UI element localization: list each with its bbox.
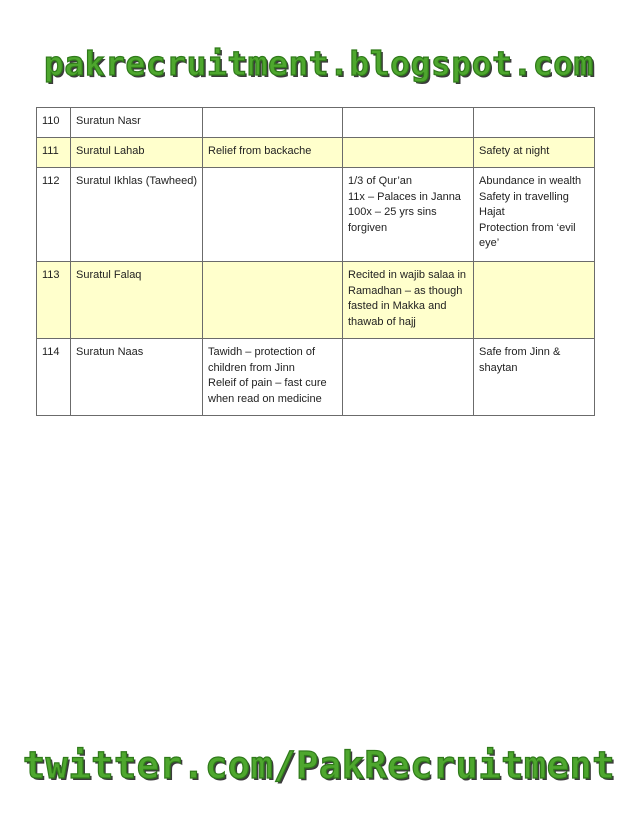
reward-line: thawab of hajj [348, 315, 416, 328]
cell-protection [474, 108, 595, 138]
cell-number: 111 [37, 138, 71, 168]
cell-benefit [203, 138, 343, 168]
cell-surah: Suratun Naas [71, 339, 203, 416]
protection-line: Protection from ‘evil [479, 221, 576, 234]
table-row [37, 108, 595, 138]
benefit-line: children from Jinn [208, 361, 295, 374]
protection-line: Safety at night [479, 145, 550, 157]
table-row [37, 138, 595, 168]
footer-watermark: twitter.com/PakRecruitment [22, 744, 616, 787]
reward-line: 11x – Palaces in Janna [348, 190, 461, 203]
cell-benefit [203, 168, 343, 262]
protection-line: Hajat [479, 206, 505, 218]
cell-reward [343, 262, 474, 339]
table-body [37, 108, 595, 416]
cell-number: 112 [37, 168, 71, 262]
reward-line: 1/3 of Qur’an [348, 175, 413, 187]
protection-line: shaytan [479, 361, 518, 374]
cell-surah: Suratun Nasr [71, 108, 203, 138]
reward-line: forgiven [348, 221, 388, 234]
cell-protection [474, 262, 595, 339]
surah-benefits-table [36, 107, 595, 416]
cell-reward [343, 138, 474, 168]
benefit-line: when read on medicine [208, 392, 322, 405]
cell-reward [343, 108, 474, 138]
table-row [37, 262, 595, 339]
protection-line: Abundance in wealth [479, 175, 582, 187]
protection-line: Safe from Jinn & [479, 346, 561, 358]
table-row [37, 168, 595, 262]
cell-protection [474, 168, 595, 262]
benefit-line: Releif of pain – fast cure [208, 377, 327, 389]
protection-line: eye’ [479, 237, 500, 249]
cell-benefit [203, 108, 343, 138]
header-watermark: pakrecruitment.blogspot.com [44, 44, 594, 83]
protection-line: Safety in travelling [479, 190, 569, 203]
benefit-line: Relief from backache [208, 145, 312, 157]
cell-reward [343, 168, 474, 262]
reward-line: Recited in wajib salaa in [348, 269, 467, 281]
cell-protection [474, 339, 595, 416]
table-row [37, 339, 595, 416]
cell-benefit [203, 262, 343, 339]
cell-protection [474, 138, 595, 168]
cell-number: 113 [37, 262, 71, 339]
cell-number: 114 [37, 339, 71, 416]
cell-surah: Suratul Ikhlas (Tawheed) [71, 168, 203, 262]
cell-number: 110 [37, 108, 71, 138]
reward-line: 100x – 25 yrs sins [348, 206, 437, 218]
cell-surah: Suratul Lahab [71, 138, 203, 168]
cell-reward [343, 339, 474, 416]
reward-line: Ramadhan – as though [348, 284, 463, 297]
cell-benefit [203, 339, 343, 416]
benefit-line: Tawidh – protection of [208, 346, 316, 358]
reward-line: fasted in Makka and [348, 300, 447, 312]
cell-surah: Suratul Falaq [71, 262, 203, 339]
